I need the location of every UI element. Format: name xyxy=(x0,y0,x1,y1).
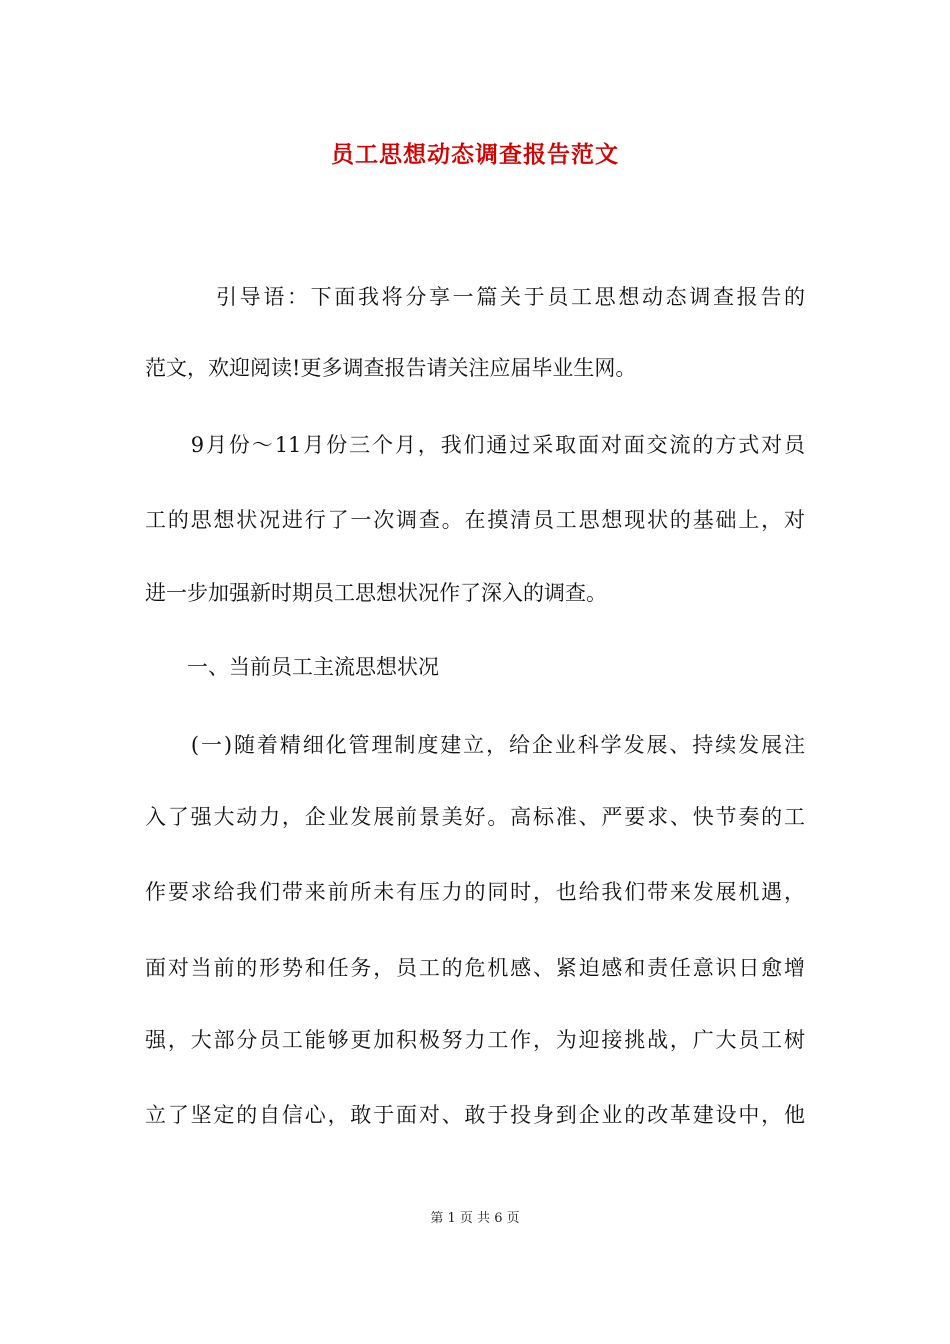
page-number-footer: 第 1 页 共 6 页 xyxy=(430,1211,520,1226)
paragraph-line: 引导语：下面我将分享一篇关于员工思想动态调查报告的 xyxy=(145,285,805,309)
paragraph-line: 强，大部分员工能够更加积极努力工作，为迎接挑战，广大员工树 xyxy=(145,1028,805,1052)
paragraph-line: 面对当前的形势和任务，员工的危机感、紧迫感和责任意识日愈增 xyxy=(145,956,805,980)
paragraph-line: 进一步加强新时期员工思想状况作了深入的调查。 xyxy=(145,581,607,605)
paragraph-line: (一)随着精细化管理制度建立，给企业科学发展、持续发展注 xyxy=(145,733,805,757)
paragraph-line: 立了坚定的自信心，敢于面对、敢于投身到企业的改革建设中，他 xyxy=(145,1103,805,1127)
paragraph-line: 入了强大动力，企业发展前景美好。高标准、严要求、快节奏的工 xyxy=(145,805,805,829)
paragraph-line: 9月份～11月份三个月，我们通过采取面对面交流的方式对员 xyxy=(145,433,805,457)
paragraph-line: 范文，欢迎阅读!更多调查报告请关注应届毕业生网。 xyxy=(145,356,637,380)
paragraph-line: 作要求给我们带来前所未有压力的同时，也给我们带来发展机遇， xyxy=(145,880,805,904)
paragraph-line: 工的思想状况进行了一次调查。在摸清员工思想现状的基础上，对 xyxy=(145,508,805,532)
section-heading: 一、当前员工主流思想状况 xyxy=(145,655,439,679)
document-title: 员工思想动态调查报告范文 xyxy=(331,141,619,168)
